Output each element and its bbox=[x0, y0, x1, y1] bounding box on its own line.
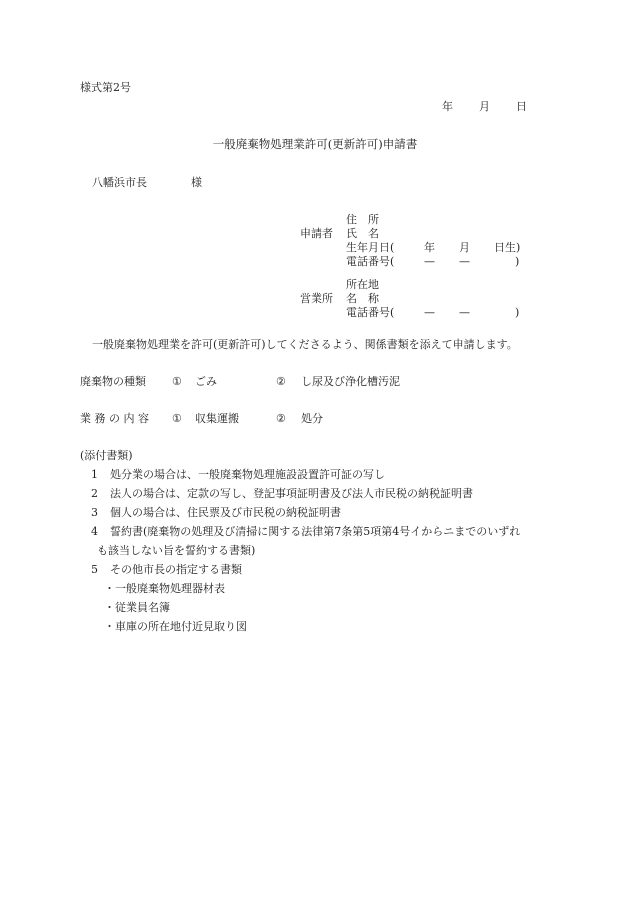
attachment-text-4: 誓約書(廃棄物の処理及び清掃に関する法律第7条第5項第4号イからニまでのいずれ bbox=[110, 525, 521, 538]
business-label: 業 務 の 内 容 bbox=[80, 412, 149, 425]
applicant-birth-month: 月 bbox=[459, 241, 470, 254]
waste-type-label: 廃棄物の種類 bbox=[80, 375, 146, 388]
attachment-subitem: ・車庫の所在地付近見取り図 bbox=[104, 620, 247, 633]
date-month: 月 bbox=[479, 100, 490, 113]
attachment-num-5: 5 bbox=[91, 563, 98, 576]
addressee bbox=[92, 177, 202, 188]
attachment-num-4: 4 bbox=[91, 525, 98, 538]
date-day: 日 bbox=[516, 100, 527, 113]
attachment-subitem: ・一般廃棄物処理器材表 bbox=[104, 582, 225, 595]
form-number: 様式第2号 bbox=[80, 81, 131, 94]
waste-type-opt1: ごみ bbox=[195, 375, 217, 388]
applicant-birth-year: 年 bbox=[424, 241, 435, 254]
office-phone-label: 電話番号( bbox=[346, 306, 395, 319]
office-phone-dash1: — bbox=[424, 306, 435, 319]
attachment-text-5: その他市長の指定する書類 bbox=[110, 563, 242, 576]
attachment-num-3: 3 bbox=[91, 506, 98, 519]
applicant-birth-day: 日生) bbox=[494, 241, 521, 254]
office-name-label: 名 称 bbox=[346, 292, 379, 305]
business-opt1: 収集運搬 bbox=[195, 412, 239, 425]
applicant-phone-dash2: — bbox=[459, 255, 470, 268]
waste-type-opt2-num: ② bbox=[276, 375, 286, 388]
office-phone-dash2: — bbox=[459, 306, 470, 319]
attachment-subitem: ・従業員名簿 bbox=[104, 601, 170, 614]
attachment-text-2: 法人の場合は、定款の写し、登記事項証明書及び法人市民税の納税証明書 bbox=[110, 487, 473, 500]
addressee-name: 八幡浜市長 bbox=[92, 176, 147, 189]
waste-type-opt2: し尿及び浄化槽汚泥 bbox=[301, 375, 400, 388]
business-opt2: 処分 bbox=[301, 412, 323, 425]
attachment-text-1: 処分業の場合は、一般廃棄物処理施設設置許可証の写し bbox=[110, 468, 385, 481]
applicant-phone-close: ) bbox=[515, 255, 520, 268]
business-opt2-num: ② bbox=[276, 412, 286, 425]
applicant-name-label: 氏 名 bbox=[346, 227, 379, 240]
date-year: 年 bbox=[442, 100, 453, 113]
office-location-label: 所在地 bbox=[346, 278, 379, 291]
applicant-heading: 申請者 bbox=[300, 227, 333, 240]
attachments-heading: (添付書類) bbox=[80, 449, 133, 462]
applicant-address-label: 住 所 bbox=[346, 213, 379, 226]
addressee-honorific: 様 bbox=[191, 176, 202, 189]
attachment-text-3: 個人の場合は、住民票及び市民税の納税証明書 bbox=[110, 506, 341, 519]
waste-type-opt1-num: ① bbox=[172, 375, 182, 388]
date-line bbox=[442, 101, 527, 112]
applicant-phone-dash1: — bbox=[424, 255, 435, 268]
applicant-birth-label: 生年月日( bbox=[346, 241, 395, 254]
office-phone-close: ) bbox=[515, 306, 520, 319]
attachment-num-1: 1 bbox=[91, 468, 98, 481]
application-statement: 一般廃棄物処理業を許可(更新許可)してくださるよう、関係書類を添えて申請します。 bbox=[92, 338, 518, 351]
attachment-text-4-cont: も該当しない旨を誓約する書類) bbox=[97, 544, 256, 557]
attachment-num-2: 2 bbox=[91, 487, 98, 500]
office-heading: 営業所 bbox=[300, 292, 333, 305]
applicant-phone-label: 電話番号( bbox=[346, 255, 395, 268]
business-opt1-num: ① bbox=[172, 412, 182, 425]
document-title: 一般廃棄物処理業許可(更新許可)申請書 bbox=[212, 137, 418, 151]
